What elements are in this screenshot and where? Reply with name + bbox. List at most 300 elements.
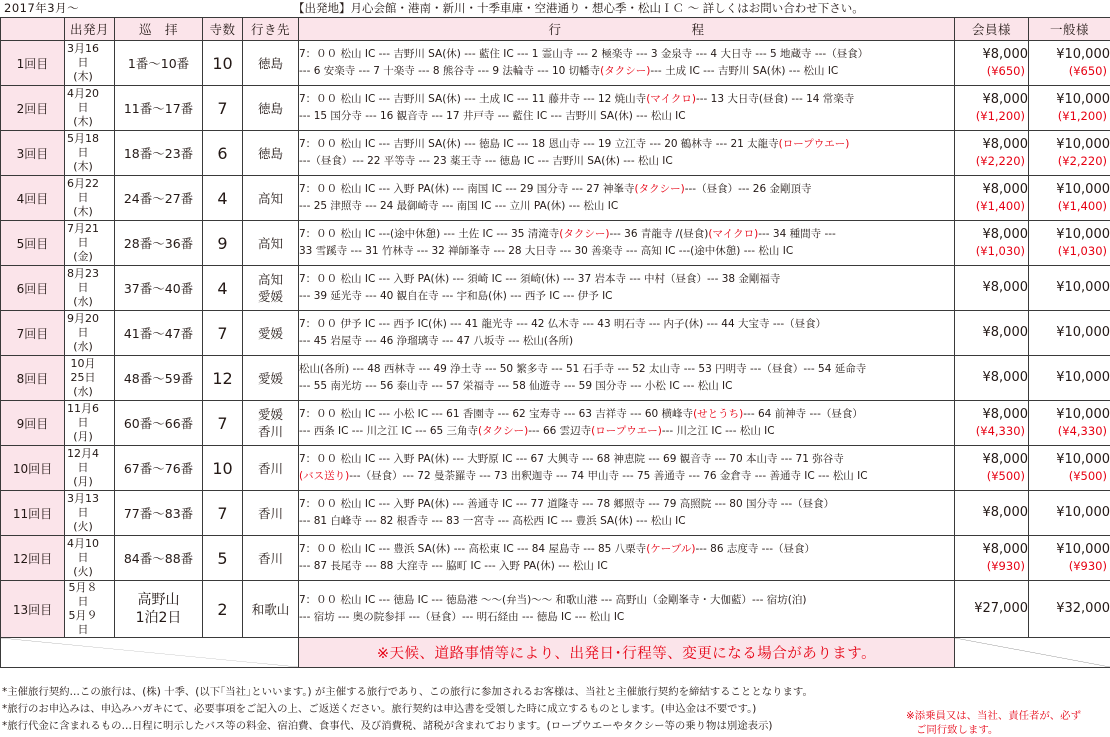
temple-count: 6 [203,131,243,176]
itinerary-segment: --- 土成 IC --- 吉野川 SA(休) --- 松山 IC [650,65,839,77]
departure-weekday: (月) [73,475,93,488]
departure-date-line: 4月10日 [67,537,99,564]
itinerary-line [299,541,954,558]
itinerary-line [299,153,954,170]
destination [243,536,299,581]
member-price-value: ¥8,000 [982,407,1028,422]
itinerary-segment: --- 西条 IC --- 川之江 IC --- 65 三角寺 [299,425,479,437]
destination-line: 愛媛 [257,407,283,422]
destination [243,311,299,356]
tour-number: 3回目 [1,131,65,176]
departure-weekday: (木) [73,205,93,218]
transport-note: (マイクロ) [708,228,759,240]
destination [243,41,299,86]
destination-line: 高知 [257,190,283,206]
tour-number: 7回目 [1,311,65,356]
itinerary [299,131,955,176]
member-price-value: ¥8,000 [982,370,1028,385]
tour-number: 10回目 [1,446,65,491]
escort-note [906,709,1106,737]
departure-weekday: (月) [73,430,93,443]
itinerary-segment: 7：００ 松山 IC --- 吉野川 SA(休) --- 藍住 IC --- 1 霊山寺 --- 2 極楽寺 --- 3 金泉寺 --- 4 大日寺 --- 5 地蔵寺 ---（昼食） [299,48,869,60]
member-price [955,131,1029,176]
member-price-value: ¥8,000 [982,47,1028,62]
destination-line: 徳島 [257,145,283,161]
itinerary-line [299,378,954,395]
departure-date [65,581,115,638]
general-price [1029,581,1110,638]
itinerary-segment: --- 34 種間寺 --- [758,228,836,240]
itinerary-segment: 松山(各所) --- 48 西林寺 --- 49 浄土寺 --- 50 繁多寺 --- 51 石手寺 --- 52 太山寺 --- 53 円明寺 ---（昼食）--- 54 延命寺 [299,363,867,375]
itinerary-line [299,108,954,125]
temple-count: 4 [203,266,243,311]
notice-blank-left [1,638,299,668]
departure-date-line: 3月13日 [67,492,99,519]
departure-date [65,221,115,266]
itinerary [299,446,955,491]
departure-date-line: 6月22日 [67,177,99,204]
temple-range [115,581,203,638]
tour-row [1,581,1110,638]
transport-note: (タクシー) [634,183,685,195]
header-range: 巡 拝 [115,18,203,41]
departure-date [65,446,115,491]
destination-line: 香川 [257,550,283,566]
temple-range-line: 高野山 [137,592,180,608]
temple-range: 11番〜17番 [115,86,203,131]
general-price [1029,446,1110,491]
departure-date [65,176,115,221]
itinerary [299,356,955,401]
destination-line: 愛媛 [257,370,283,386]
tour-row [1,131,1110,176]
departure-date [65,311,115,356]
tour-row [1,356,1110,401]
itinerary-line [299,243,954,260]
general-price-value: ¥10,000 [1056,407,1110,422]
itinerary-line [299,592,954,609]
temple-range: 48番〜59番 [115,356,203,401]
temple-count: 2 [203,581,243,638]
temple-count: 7 [203,491,243,536]
temple-count: 7 [203,86,243,131]
temple-range: 24番〜27番 [115,176,203,221]
departure-weekday: (金) [73,250,93,263]
member-price-value: ¥8,000 [982,452,1028,467]
itinerary-segment: 7：００ 松山 IC --- 豊浜 SA(休) --- 高松東 IC --- 84 屋島寺 --- 85 八栗寺 [299,543,647,555]
destination-line: 愛媛 [257,325,283,341]
member-price [955,41,1029,86]
member-price-value: ¥8,000 [982,505,1028,520]
destination-line: 香川 [257,505,283,521]
footnote: *旅行のお申込みは、申込みハガキにて、必要事項をご記入の上、ご返送ください。旅行契約は申込書を受領した時に成立するものとします。(申込金は不要です。) [2,703,757,715]
departure-date-line: 5月18日 [67,132,99,159]
member-price-value: ¥8,000 [982,227,1028,242]
member-price [955,221,1029,266]
itinerary-segment: --- 66 雲辺寺 [528,425,592,437]
itinerary-line [299,181,954,198]
general-price [1029,491,1110,536]
member-price-value: ¥27,000 [974,601,1028,616]
tour-row [1,401,1110,446]
departure-weekday: 5月９日 [68,609,98,636]
itinerary-line [299,423,954,440]
escort-note-line: ※添乗員又は、当社、責任者が、必ず [906,710,1081,722]
departure-info: 【出発地】月心会館・港南・新川・十季車庫・空港通り・想心季・松山ＩＣ 〜 詳しくはお問い合わせ下さい。 [293,1,864,15]
departure-date-line: 5月８日 [68,581,98,608]
tour-number: 12回目 [1,536,65,581]
itinerary [299,401,955,446]
header-destination: 行き先 [243,18,299,41]
itinerary-segment: --- 39 延光寺 --- 40 観自在寺 --- 宇和島(休) --- 西予 IC --- 伊予 IC [299,290,613,302]
itinerary-line [299,513,954,530]
tour-row [1,176,1110,221]
departure-date [65,356,115,401]
destination [243,266,299,311]
tour-number: 8回目 [1,356,65,401]
itinerary-segment: --- 81 白峰寺 --- 82 根香寺 --- 83 一宮寺 --- 高松西 IC --- 豊浜 SA(休) --- 松山 IC [299,515,686,527]
itinerary-line [299,46,954,63]
itinerary-line [299,91,954,108]
itinerary [299,491,955,536]
tour-number: 9回目 [1,401,65,446]
departure-weekday: (木) [73,160,93,173]
tour-row [1,536,1110,581]
itinerary-line [299,558,954,575]
member-price [955,311,1029,356]
general-price [1029,536,1110,581]
tour-row [1,491,1110,536]
itinerary-segment: ---（昼食）--- 72 曼荼羅寺 --- 73 出釈迦寺 --- 74 甲山寺 --- 75 善通寺 --- 76 金倉寺 --- 善通寺 IC --- 松山 IC [349,470,868,482]
departure-date [65,401,115,446]
notice-blank-right [955,638,1110,668]
destination-line: 香川 [257,460,283,476]
departure-date [65,536,115,581]
destination [243,491,299,536]
temple-range: 1番〜10番 [115,41,203,86]
itinerary-segment: 7：００ 伊予 IC --- 西予 IC(休) --- 41 龍光寺 --- 42 仏木寺 --- 43 明石寺 --- 内子(休) --- 44 大宝寺 ---（昼食） [299,318,827,330]
destination [243,221,299,266]
header-row [1,18,1110,41]
itinerary-segment: 7：００ 松山 IC --- 吉野川 SA(休) --- 土成 IC --- 11 藤井寺 --- 12 焼山寺 [299,93,647,105]
itinerary-segment: --- 36 青龍寺 /(昼食) [609,228,709,240]
transport-note: (タクシー) [478,425,529,437]
tour-number: 1回目 [1,41,65,86]
general-price [1029,266,1110,311]
itinerary-line [299,226,954,243]
member-extra-fee: (¥650) [986,64,1025,78]
destination-line: 徳島 [257,55,283,71]
itinerary-segment: --- 川之江 IC --- 松山 IC [661,425,775,437]
departure-date [65,131,115,176]
general-price-value: ¥10,000 [1056,92,1110,107]
departure-date-line: 8月23日 [67,267,99,294]
general-price-value: ¥32,000 [1056,601,1110,616]
departure-date-line: 10月25日 [70,357,96,384]
itinerary-segment: --- 55 南光坊 --- 56 泰山寺 --- 57 栄福寺 --- 58 仙遊寺 --- 59 国分寺 --- 小松 IC --- 松山 IC [299,380,733,392]
temple-range: 41番〜47番 [115,311,203,356]
departure-weekday: (水) [73,340,93,353]
general-price-value: ¥10,000 [1056,542,1110,557]
destination-line: 高知 [257,235,283,251]
itinerary-segment: 7：００ 松山 IC --- 入野 PA(休) --- 須崎 IC --- 須崎(休) --- 37 岩本寺 --- 中村（昼食）--- 38 金剛福寺 [299,273,781,285]
tour-number: 2回目 [1,86,65,131]
temple-range: 60番〜66番 [115,401,203,446]
temple-range: 67番〜76番 [115,446,203,491]
footnote: *主催旅行契約…この旅行は、(株) 十季、(以下｢当社｣といいます。) が主催する旅行であり、この旅行に参加されるお客様は、当社と主催旅行契約を締結することとなります。 [2,686,813,698]
itinerary-segment: --- 13 大日寺(昼食) --- 14 常楽寺 [695,93,855,105]
departure-date-line: 3月16日 [67,42,99,69]
itinerary [299,176,955,221]
itinerary-segment: --- 宿坊 --- 奥の院参拝 ---（昼食）--- 明石経由 --- 徳島 IC --- 松山 IC [299,611,625,623]
departure-date [65,266,115,311]
destination-line: 香川 [257,424,283,439]
tour-number: 5回目 [1,221,65,266]
member-price [955,401,1029,446]
escort-note-line: ご同行致します。 [916,724,999,736]
diagonal-line-left [1,638,298,667]
itinerary-line [299,468,954,485]
member-price [955,536,1029,581]
tour-row [1,41,1110,86]
schedule-table [0,17,1110,668]
departure-weekday: (火) [73,520,93,533]
departure-weekday: (水) [73,385,93,398]
itinerary-segment: --- 6 安楽寺 --- 7 十楽寺 --- 8 熊谷寺 --- 9 法輪寺 --- 10 切幡寺 [299,65,601,77]
general-extra-fee: (¥4,330) [1057,424,1107,438]
transport-note: (タクシー) [600,65,651,77]
general-price [1029,86,1110,131]
temple-range: 84番〜88番 [115,536,203,581]
departure-date-line: 9月20日 [67,312,99,339]
itinerary [299,86,955,131]
destination [243,446,299,491]
general-price-value: ¥10,000 [1056,325,1110,340]
departure-date [65,86,115,131]
itinerary-segment: ---（昼食）--- 22 平等寺 --- 23 薬王寺 --- 徳島 IC --- 吉野川 SA(休) --- 松山 IC [299,155,673,167]
itinerary-segment: 7：００ 松山 IC --- 徳島 IC --- 徳島港 〜〜(弁当)〜〜 和歌山港 --- 高野山（金剛峯寺・大伽藍）--- 宿坊(泊) [299,594,807,606]
destination [243,581,299,638]
temple-count: 7 [203,311,243,356]
itinerary-line [299,316,954,333]
transport-note: (タクシー) [559,228,610,240]
general-price [1029,131,1110,176]
departure-date [65,491,115,536]
departure-weekday: (木) [73,115,93,128]
itinerary-segment: --- 45 岩屋寺 --- 46 浄瑠璃寺 --- 47 八坂寺 --- 松山(各所) [299,335,574,347]
tour-row [1,311,1110,356]
departure-date-line: 11月6日 [67,402,99,429]
member-price [955,581,1029,638]
itinerary [299,536,955,581]
itinerary-line [299,271,954,288]
member-price-value: ¥8,000 [982,542,1028,557]
member-price-value: ¥8,000 [982,182,1028,197]
general-extra-fee: (¥1,200) [1057,109,1107,123]
member-extra-fee: (¥1,400) [975,199,1025,213]
general-price-value: ¥10,000 [1056,182,1110,197]
transport-note: (せとうち) [693,408,744,420]
departure-weekday: (火) [73,565,93,578]
itinerary-segment: ---（昼食）--- 26 金剛頂寺 [684,183,812,195]
general-price [1029,401,1110,446]
notice-text: ※天候、道路事情等により、出発日･行程等、変更になる場合があります。 [299,638,955,668]
destination [243,176,299,221]
itinerary [299,41,955,86]
tour-number: 4回目 [1,176,65,221]
general-extra-fee: (¥2,220) [1057,154,1107,168]
temple-count: 12 [203,356,243,401]
member-price [955,356,1029,401]
diagonal-line-right [955,638,1110,667]
itinerary-segment: --- 64 前神寺 ---（昼食） [743,408,863,420]
general-extra-fee: (¥1,030) [1057,244,1107,258]
member-extra-fee: (¥2,220) [975,154,1025,168]
destination [243,86,299,131]
footnote: *旅行代金に含まれるもの…日程に明示したバス等の料金、宿泊費、食事代、及び消費税、諸税が含まれております。(ロープウエーやタクシー等の乗り物は別途表示) [2,720,773,732]
destination-line: 愛媛 [257,289,283,304]
general-price-value: ¥10,000 [1056,227,1110,242]
destination-line: 徳島 [257,100,283,116]
member-price [955,446,1029,491]
year-label: 2017年3月〜 [4,1,80,15]
destination-line: 高知 [257,272,283,287]
itinerary [299,266,955,311]
tour-row [1,266,1110,311]
temple-count: 9 [203,221,243,266]
member-price [955,86,1029,131]
general-price-value: ¥10,000 [1056,505,1110,520]
departure-date-line: 7月21日 [67,222,99,249]
member-price-value: ¥8,000 [982,92,1028,107]
member-price-value: ¥8,000 [982,137,1028,152]
tour-row [1,446,1110,491]
destination [243,401,299,446]
itinerary-line [299,136,954,153]
itinerary [299,221,955,266]
header-date: 出発月 [65,18,115,41]
destination [243,356,299,401]
temple-range: 28番〜36番 [115,221,203,266]
departure-date-line: 4月20日 [67,87,99,114]
general-price-value: ¥10,000 [1056,452,1110,467]
general-extra-fee: (¥1,400) [1057,199,1107,213]
itinerary-line [299,609,954,626]
itinerary [299,311,955,356]
member-extra-fee: (¥1,200) [975,109,1025,123]
member-extra-fee: (¥4,330) [975,424,1025,438]
tour-number: 11回目 [1,491,65,536]
itinerary-line [299,288,954,305]
general-price-value: ¥10,000 [1056,137,1110,152]
general-extra-fee: (¥500) [1068,469,1107,483]
departure-weekday: (木) [73,70,93,83]
tour-number: 6回目 [1,266,65,311]
general-extra-fee: (¥930) [1068,559,1107,573]
member-extra-fee: (¥500) [986,469,1025,483]
header-member-price: 会員様 [955,18,1029,41]
notice-row [1,638,1110,668]
transport-note: (バス送り) [299,470,350,482]
itinerary [299,581,955,638]
header-general-price: 一般様 [1029,18,1110,41]
transport-note: (ロープウエー) [778,138,850,150]
tour-row [1,86,1110,131]
itinerary-segment: 7：００ 松山 IC --- 吉野川 SA(休) --- 徳島 IC --- 18 恩山寺 --- 19 立江寺 --- 20 鶴林寺 --- 21 太龍寺 [299,138,779,150]
temple-range: 37番〜40番 [115,266,203,311]
general-price-value: ¥10,000 [1056,280,1110,295]
temple-count: 10 [203,41,243,86]
itinerary-line [299,496,954,513]
top-bar [0,0,1110,16]
destination-line: 和歌山 [251,601,290,617]
general-price [1029,176,1110,221]
departure-weekday: (水) [73,295,93,308]
temple-count: 5 [203,536,243,581]
member-price-value: ¥8,000 [982,325,1028,340]
itinerary-line [299,63,954,80]
temple-range-line: 1泊2日 [135,610,182,626]
destination [243,131,299,176]
general-price [1029,311,1110,356]
itinerary-segment: 33 雪蹊寺 --- 31 竹林寺 --- 32 禅師峯寺 --- 28 大日寺 --- 30 善楽寺 --- 高知 IC ---(途中休憩) --- 松山 IC [299,245,794,257]
departure-date-line: 12月4日 [67,447,99,474]
itinerary-segment: --- 87 長尾寺 --- 88 大窪寺 --- 脇町 IC --- 入野 PA(休) --- 松山 IC [299,560,608,572]
member-price [955,176,1029,221]
general-price [1029,221,1110,266]
general-price-value: ¥10,000 [1056,47,1110,62]
itinerary-segment: --- 25 津照寺 --- 24 最御崎寺 --- 南国 IC --- 立川 PA(休) --- 松山 IC [299,200,619,212]
transport-note: (マイクロ) [646,93,696,105]
itinerary-segment: 7：００ 松山 IC ---(途中休憩) --- 土佐 IC --- 35 清滝寺 [299,228,560,240]
general-price [1029,356,1110,401]
itinerary-line [299,198,954,215]
general-price [1029,41,1110,86]
member-price [955,491,1029,536]
temple-range: 77番〜83番 [115,491,203,536]
member-extra-fee: (¥930) [986,559,1025,573]
itinerary-line [299,361,954,378]
itinerary-segment: 7：００ 松山 IC --- 小松 IC --- 61 香園寺 --- 62 宝寿寺 --- 63 吉祥寺 --- 60 横峰寺 [299,408,694,420]
header-itinerary: 行 程 [299,18,955,41]
itinerary-segment: --- 15 国分寺 --- 16 観音寺 --- 17 井戸寺 --- 藍住 IC --- 吉野川 SA(休) --- 松山 IC [299,110,686,122]
general-price-value: ¥10,000 [1056,370,1110,385]
temple-count: 10 [203,446,243,491]
header-count: 寺数 [203,18,243,41]
itinerary-line [299,451,954,468]
member-price-value: ¥8,000 [982,280,1028,295]
tour-row [1,221,1110,266]
tour-number: 13回目 [1,581,65,638]
itinerary-segment: --- 86 志度寺 ---（昼食） [695,543,816,555]
temple-range: 18番〜23番 [115,131,203,176]
itinerary-segment: 7：００ 松山 IC --- 入野 PA(休) --- 善通寺 IC --- 77 道隆寺 --- 78 郷照寺 --- 79 高照院 --- 80 国分寺 ---（昼食） [299,498,835,510]
temple-count: 7 [203,401,243,446]
transport-note: (ケーブル) [646,543,696,555]
itinerary-segment: 7：００ 松山 IC --- 入野 PA(休) --- 大野原 IC --- 67 大興寺 --- 68 神恵院 --- 69 観音寺 --- 70 本山寺 --- 71 弥谷寺 [299,453,844,465]
departure-date [65,41,115,86]
member-extra-fee: (¥1,030) [975,244,1025,258]
member-price [955,266,1029,311]
general-extra-fee: (¥650) [1068,64,1107,78]
itinerary-line [299,333,954,350]
header-blank [1,18,65,41]
itinerary-line [299,406,954,423]
transport-note: (ロープウエー) [591,425,662,437]
itinerary-segment: 7：００ 松山 IC --- 入野 PA(休) --- 南国 IC --- 29 国分寺 --- 27 神峯寺 [299,183,635,195]
footer-notes [0,684,1110,737]
temple-count: 4 [203,176,243,221]
